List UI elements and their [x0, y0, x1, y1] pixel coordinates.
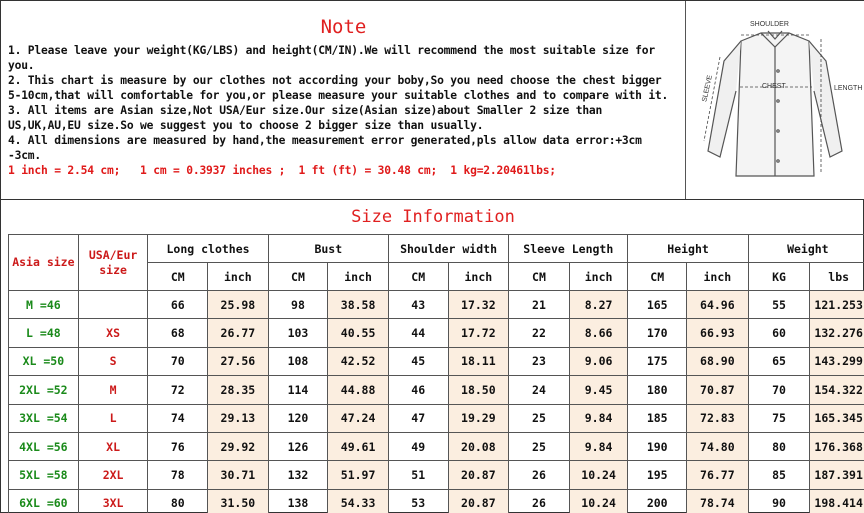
- measurement-cell: 22: [509, 319, 570, 347]
- measurement-cell: 20.08: [448, 432, 509, 460]
- header-sleeve-length: Sleeve Length: [509, 235, 628, 263]
- shoulder-label: SHOULDER: [750, 21, 789, 28]
- usa-eur-size-cell: S: [78, 347, 148, 375]
- length-label: LENGTH: [834, 85, 863, 92]
- usa-eur-size-cell: [78, 291, 148, 319]
- unit-cell: inch: [208, 263, 269, 291]
- measurement-cell: 138: [268, 489, 328, 513]
- measurement-cell: 180: [628, 376, 687, 404]
- unit-cell: inch: [328, 263, 389, 291]
- unit-cell: CM: [148, 263, 208, 291]
- measurement-cell: 75: [748, 404, 810, 432]
- measurement-cell: 46: [388, 376, 448, 404]
- usa-eur-size-cell: XS: [78, 319, 148, 347]
- measurement-cell: 9.84: [569, 404, 628, 432]
- measurement-cell: 154.322: [810, 376, 864, 404]
- measurement-cell: 29.13: [208, 404, 269, 432]
- measurement-cell: 76: [148, 432, 208, 460]
- table-row: [9, 461, 864, 489]
- measurement-cell: 20.87: [448, 489, 509, 513]
- table-header-row: [9, 235, 864, 263]
- measurement-cell: 72: [148, 376, 208, 404]
- unit-cell: CM: [628, 263, 687, 291]
- measurement-cell: 68: [148, 319, 208, 347]
- measurement-cell: 72.83: [687, 404, 749, 432]
- measurement-cell: 18.50: [448, 376, 509, 404]
- measurement-cell: 19.29: [448, 404, 509, 432]
- asia-size-cell: L =48: [9, 319, 79, 347]
- measurement-cell: 9.84: [569, 432, 628, 460]
- measurement-cell: 40.55: [328, 319, 389, 347]
- table-row: [9, 489, 864, 513]
- unit-cell: CM: [509, 263, 570, 291]
- measurement-cell: 42.52: [328, 347, 389, 375]
- measurement-cell: 29.92: [208, 432, 269, 460]
- measurement-cell: 70: [748, 376, 810, 404]
- measurement-cell: 176.368: [810, 432, 864, 460]
- measurement-cell: 43: [388, 291, 448, 319]
- asia-size-cell: M =46: [9, 291, 79, 319]
- measurement-cell: 80: [748, 432, 810, 460]
- measurement-cell: 26: [509, 489, 570, 513]
- size-table: [8, 234, 864, 513]
- measurement-cell: 25.98: [208, 291, 269, 319]
- measurement-cell: 200: [628, 489, 687, 513]
- unit-cell: inch: [448, 263, 509, 291]
- measurement-cell: 165: [628, 291, 687, 319]
- measurement-cell: 132.276: [810, 319, 864, 347]
- measurement-cell: 17.72: [448, 319, 509, 347]
- size-information-title: Size Information: [351, 207, 515, 227]
- chest-label: CHEST: [762, 83, 786, 90]
- measurement-cell: 21: [509, 291, 570, 319]
- measurement-cell: 114: [268, 376, 328, 404]
- measurement-cell: 23: [509, 347, 570, 375]
- note-line-3: 3. All items are Asian size,Not USA/Eur size.Our size(Asian size)about Smaller 2 size than US,UK,AU,EU size.So we suggest you to choose 2 bigger size than usually.: [8, 104, 609, 132]
- measurement-cell: 38.58: [328, 291, 389, 319]
- measurement-cell: 25: [509, 404, 570, 432]
- measurement-cell: 85: [748, 461, 810, 489]
- usa-eur-size-cell: 3XL: [78, 489, 148, 513]
- measurement-cell: 108: [268, 347, 328, 375]
- usa-eur-size-cell: M: [78, 376, 148, 404]
- measurement-cell: 175: [628, 347, 687, 375]
- measurement-cell: 24: [509, 376, 570, 404]
- asia-size-cell: 3XL =54: [9, 404, 79, 432]
- note-section: [1, 1, 685, 199]
- asia-size-cell: 5XL =58: [9, 461, 79, 489]
- asia-size-cell: XL =50: [9, 347, 79, 375]
- usa-eur-size-cell: XL: [78, 432, 148, 460]
- measurement-cell: 53: [388, 489, 448, 513]
- size-rows: [9, 291, 864, 513]
- measurement-cell: 70: [148, 347, 208, 375]
- measurement-cell: 90: [748, 489, 810, 513]
- table-row: [9, 432, 864, 460]
- measurement-cell: 10.24: [569, 461, 628, 489]
- measurement-cell: 98: [268, 291, 328, 319]
- measurement-cell: 190: [628, 432, 687, 460]
- table-row: [9, 319, 864, 347]
- measurement-cell: 78: [148, 461, 208, 489]
- unit-cell: lbs: [810, 263, 864, 291]
- header-weight: Weight: [748, 235, 864, 263]
- measurement-cell: 45: [388, 347, 448, 375]
- note-title: Note: [320, 16, 367, 38]
- measurement-cell: 103: [268, 319, 328, 347]
- note-line-1: 1. Please leave your weight(KG/LBS) and height(CM/IN).We will recommend the most suitable size for you.: [8, 44, 662, 72]
- header-asia-size: Asia size: [9, 235, 79, 291]
- note-line-2: 2. This chart is measure by our clothes not according your boby,So you need choose the chest bigger 5-10cm,that will comfortable for you,or please measure your suitable clothes and to compare with it.: [8, 74, 669, 102]
- note-line-4: 4. All dimensions are measured by hand,the measurement error generated,pls allow data error:+3cm -3cm.: [8, 134, 649, 162]
- unit-cell: CM: [268, 263, 328, 291]
- measurement-cell: 10.24: [569, 489, 628, 513]
- unit-cell: inch: [687, 263, 749, 291]
- unit-cell: inch: [569, 263, 628, 291]
- shirt-measurement-sketch: [685, 1, 864, 199]
- measurement-cell: 51.97: [328, 461, 389, 489]
- measurement-cell: 76.77: [687, 461, 749, 489]
- usa-eur-size-cell: L: [78, 404, 148, 432]
- header-long-clothes: Long clothes: [148, 235, 268, 263]
- usa-eur-size-cell: 2XL: [78, 461, 148, 489]
- measurement-cell: 185: [628, 404, 687, 432]
- header-shoulder-width: Shoulder width: [388, 235, 508, 263]
- header-usa-eur-size: USA/Eur size: [78, 235, 148, 291]
- measurement-cell: 44: [388, 319, 448, 347]
- shirt-diagram-icon: [686, 1, 864, 197]
- measurement-cell: 47.24: [328, 404, 389, 432]
- measurement-cell: 47: [388, 404, 448, 432]
- measurement-cell: 30.71: [208, 461, 269, 489]
- measurement-cell: 143.299: [810, 347, 864, 375]
- unit-conversion-text: 1 inch = 2.54 cm; 1 cm = 0.3937 inches ; 1 ft (ft) = 30.48 cm; 1 kg=2.20461lbs;: [8, 164, 556, 177]
- measurement-cell: 9.06: [569, 347, 628, 375]
- measurement-cell: 187.391: [810, 461, 864, 489]
- measurement-cell: 68.90: [687, 347, 749, 375]
- measurement-cell: 54.33: [328, 489, 389, 513]
- measurement-cell: 132: [268, 461, 328, 489]
- measurement-cell: 66: [148, 291, 208, 319]
- measurement-cell: 121.253: [810, 291, 864, 319]
- table-row: [9, 291, 864, 319]
- measurement-cell: 9.45: [569, 376, 628, 404]
- measurement-cell: 49.61: [328, 432, 389, 460]
- unit-cell: KG: [748, 263, 810, 291]
- measurement-cell: 74: [148, 404, 208, 432]
- measurement-cell: 31.50: [208, 489, 269, 513]
- measurement-cell: 78.74: [687, 489, 749, 513]
- sleeve-label: SLEEVE: [701, 74, 714, 103]
- measurement-cell: 65: [748, 347, 810, 375]
- measurement-cell: 18.11: [448, 347, 509, 375]
- measurement-cell: 120: [268, 404, 328, 432]
- measurement-cell: 198.414: [810, 489, 864, 513]
- measurement-cell: 27.56: [208, 347, 269, 375]
- measurement-cell: 26: [509, 461, 570, 489]
- measurement-cell: 26.77: [208, 319, 269, 347]
- asia-size-cell: 6XL =60: [9, 489, 79, 513]
- header-bust: Bust: [268, 235, 388, 263]
- measurement-cell: 8.27: [569, 291, 628, 319]
- measurement-cell: 49: [388, 432, 448, 460]
- measurement-cell: 51: [388, 461, 448, 489]
- measurement-cell: 64.96: [687, 291, 749, 319]
- measurement-cell: 25: [509, 432, 570, 460]
- measurement-cell: 8.66: [569, 319, 628, 347]
- measurement-cell: 66.93: [687, 319, 749, 347]
- measurement-cell: 195: [628, 461, 687, 489]
- measurement-cell: 28.35: [208, 376, 269, 404]
- asia-size-cell: 2XL =52: [9, 376, 79, 404]
- measurement-cell: 70.87: [687, 376, 749, 404]
- measurement-cell: 165.345: [810, 404, 864, 432]
- measurement-cell: 44.88: [328, 376, 389, 404]
- unit-cell: CM: [388, 263, 448, 291]
- measurement-cell: 20.87: [448, 461, 509, 489]
- table-row: [9, 376, 864, 404]
- measurement-cell: 170: [628, 319, 687, 347]
- header-height: Height: [628, 235, 748, 263]
- table-row: [9, 404, 864, 432]
- measurement-cell: 60: [748, 319, 810, 347]
- measurement-cell: 74.80: [687, 432, 749, 460]
- measurement-cell: 126: [268, 432, 328, 460]
- table-row: [9, 347, 864, 375]
- measurement-cell: 80: [148, 489, 208, 513]
- measurement-cell: 17.32: [448, 291, 509, 319]
- asia-size-cell: 4XL =56: [9, 432, 79, 460]
- measurement-cell: 55: [748, 291, 810, 319]
